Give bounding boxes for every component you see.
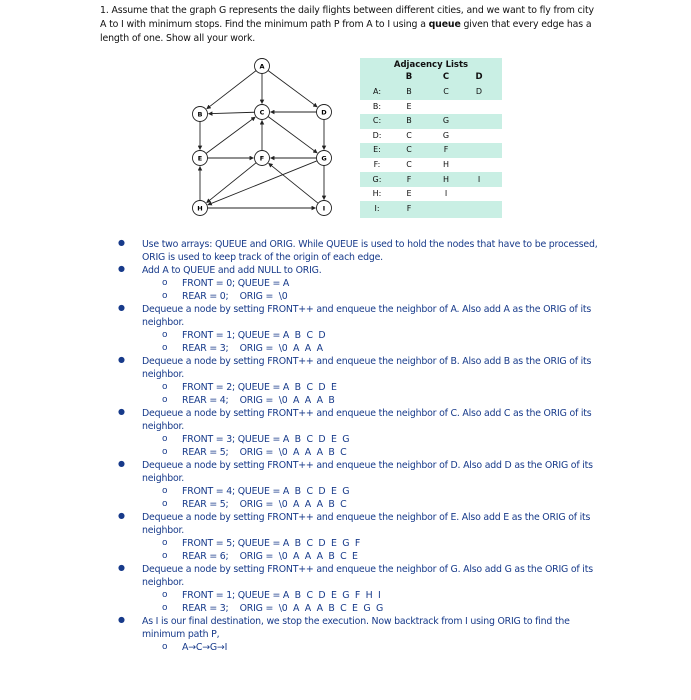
adjacency-row: [360, 129, 502, 143]
svg-text:F: F: [259, 154, 265, 163]
adjacency-row: [360, 202, 502, 216]
sub-bullet-icon: o: [162, 330, 168, 340]
step-sub-item: [118, 550, 598, 563]
flight-graph: [186, 52, 346, 220]
adjacency-node-label: H:: [372, 189, 382, 199]
step-sub-text: FRONT = 1; QUEUE = A B C D: [182, 330, 326, 341]
bullet-icon: ●: [118, 238, 125, 247]
graph-node-I: [317, 201, 332, 216]
bullet-icon: ●: [118, 563, 125, 572]
step-text: Dequeue a node by setting FRONT++ and enqueue the neighbor of B. Also add B as the ORIG of its neighbor.: [142, 356, 592, 380]
bullet-icon: ●: [118, 355, 125, 364]
graph-node-C: [255, 105, 270, 120]
edge-A-B: [207, 71, 256, 109]
sub-bullet-icon: o: [162, 395, 168, 405]
step-sub-item: [118, 277, 598, 290]
step-sub-item: [118, 342, 598, 355]
bullet-icon: ●: [118, 511, 125, 520]
step-sub-text: REAR = 6; ORIG = \0 A A A B C E: [182, 551, 358, 562]
adjacency-neighbor: B: [406, 116, 412, 126]
graph-node-B: [193, 107, 208, 122]
step-sub-item: [118, 394, 598, 407]
edge-A-D: [268, 70, 317, 106]
adjacency-node-label: C:: [372, 116, 382, 126]
step-sub-text: REAR = 0; ORIG = \0: [182, 291, 288, 302]
adjacency-neighbor: G: [442, 130, 450, 140]
step-item: [118, 407, 598, 433]
bullet-icon: ●: [118, 303, 125, 312]
step-item: [118, 511, 598, 537]
graph-node-G: [317, 151, 332, 166]
graph-node-E: [193, 151, 208, 166]
step-sub-text: REAR = 5; ORIG = \0 A A A B C: [182, 447, 347, 458]
question-text: [100, 4, 600, 46]
step-sub-text: REAR = 3; ORIG = \0 A A A B C E G G: [182, 603, 384, 614]
question-bold: queue: [428, 19, 461, 30]
graph-node-A: [255, 59, 270, 74]
step-text: Dequeue a node by setting FRONT++ and enqueue the neighbor of E. Also add E as the ORIG of its neighbor.: [142, 512, 591, 536]
adjacency-node-label: D:: [372, 130, 382, 140]
adjacency-header: D: [475, 72, 483, 82]
adjacency-node-label: E:: [373, 145, 381, 155]
adjacency-neighbor: I: [477, 174, 481, 184]
step-sub-item: [118, 602, 598, 615]
adjacency-neighbor: E: [406, 189, 412, 199]
step-text: Use two arrays: QUEUE and ORIG. While QUEUE is used to hold the nodes that have to be processed, ORIG is used to keep track of the origin of each edge.: [142, 239, 598, 263]
step-sub-item: [118, 498, 598, 511]
adjacency-neighbor: G: [442, 116, 450, 126]
sub-bullet-icon: o: [162, 343, 168, 353]
adjacency-node-label: I:: [374, 203, 380, 213]
step-item: [118, 615, 598, 641]
bullet-icon: ●: [118, 407, 125, 416]
sub-bullet-icon: o: [162, 642, 168, 652]
svg-text:A: A: [259, 62, 265, 71]
step-sub-item: [118, 329, 598, 342]
adjacency-node-label: A:: [372, 87, 382, 96]
adjacency-row: [360, 187, 502, 201]
adjacency-neighbor: H: [442, 174, 449, 184]
step-sub-item: [118, 537, 598, 550]
step-text: As I is our final destination, we stop the execution. Now backtrack from I using ORIG to find the minimum path P,: [142, 616, 570, 640]
sub-bullet-icon: o: [162, 499, 168, 509]
svg-text:E: E: [197, 154, 203, 163]
sub-bullet-icon: o: [162, 590, 168, 600]
step-sub-item: [118, 641, 598, 654]
step-sub-text: REAR = 4; ORIG = \0 A A A B: [182, 395, 335, 406]
sub-bullet-icon: o: [162, 551, 168, 561]
step-sub-text: FRONT = 4; QUEUE = A B C D E G: [182, 486, 350, 497]
adjacency-row: [360, 143, 502, 157]
sub-bullet-icon: o: [162, 538, 168, 548]
edge-F-H: [207, 163, 257, 203]
adjacency-neighbor: H: [442, 160, 449, 169]
adjacency-table: [360, 58, 502, 218]
bullet-icon: ●: [118, 615, 125, 624]
adjacency-row: [360, 85, 502, 99]
step-item: [118, 563, 598, 589]
sub-bullet-icon: o: [162, 291, 168, 301]
graph-node-H: [193, 201, 208, 216]
adjacency-header: B: [405, 72, 413, 82]
edge-G-H: [208, 161, 317, 205]
edge-C-G: [268, 116, 317, 152]
step-text: Dequeue a node by setting FRONT++ and enqueue the neighbor of D. Also add D as the ORIG of its neighbor.: [142, 460, 593, 484]
adjacency-node-label: G:: [372, 174, 382, 184]
svg-text:D: D: [321, 108, 327, 117]
adjacency-row: [360, 100, 502, 114]
sub-bullet-icon: o: [162, 486, 168, 496]
step-sub-text: REAR = 3; ORIG = \0 A A A: [182, 343, 323, 354]
svg-text:G: G: [321, 154, 327, 163]
step-text: Dequeue a node by setting FRONT++ and enqueue the neighbor of C. Also add C as the ORIG of its neighbor.: [142, 408, 592, 432]
step-sub-item: [118, 485, 598, 498]
svg-text:I: I: [322, 204, 326, 213]
question-part1: 1. Assume that the graph G represents the daily flights between different cities, and we want to fly from city A to I with minimum stops. Find the minimum path P from A to I using a: [100, 5, 594, 30]
step-sub-text: FRONT = 2; QUEUE = A B C D E: [182, 382, 337, 393]
step-sub-text: FRONT = 1; QUEUE = A B C D E G F H I: [182, 590, 381, 601]
adjacency-neighbor: B: [406, 87, 412, 96]
step-sub-text: REAR = 5; ORIG = \0 A A A B C: [182, 499, 347, 510]
adjacency-neighbor: E: [406, 101, 412, 111]
adjacency-row: [360, 158, 502, 172]
adjacency-neighbor: F: [406, 203, 412, 213]
step-sub-item: [118, 433, 598, 446]
sub-bullet-icon: o: [162, 603, 168, 613]
adjacency-row: [360, 114, 502, 128]
graph-node-F: [255, 151, 270, 166]
graph-node-D: [317, 105, 332, 120]
adjacency-neighbor: D: [475, 87, 483, 96]
svg-text:B: B: [197, 110, 203, 119]
adjacency-row: [360, 173, 502, 187]
step-text: Add A to QUEUE and add NULL to ORIG.: [142, 265, 322, 276]
question-part2: given that every edge has a length of one. Show all your work.: [100, 19, 592, 44]
step-item: [118, 355, 598, 381]
step-sub-item: [118, 381, 598, 394]
adjacency-neighbor: F: [406, 174, 412, 184]
edge-C-B: [208, 112, 254, 113]
step-item: [118, 303, 598, 329]
edge-E-C: [206, 117, 255, 153]
step-sub-item: [118, 589, 598, 602]
adjacency-header: C: [442, 72, 450, 82]
adjacency-neighbor: C: [443, 87, 449, 96]
solution-steps: [118, 238, 598, 654]
step-text: Dequeue a node by setting FRONT++ and enqueue the neighbor of A. Also add A as the ORIG of its neighbor.: [142, 304, 592, 328]
bullet-icon: ●: [118, 459, 125, 468]
adjacency-neighbor: C: [406, 130, 412, 140]
svg-text:C: C: [259, 108, 265, 117]
step-item: [118, 264, 598, 277]
adjacency-neighbor: F: [443, 145, 449, 155]
bullet-icon: ●: [118, 264, 125, 273]
adjacency-neighbor: C: [406, 160, 412, 169]
adjacency-neighbor: I: [444, 189, 448, 199]
step-text: Dequeue a node by setting FRONT++ and enqueue the neighbor of G. Also add G as the ORIG of its neighbor.: [142, 564, 593, 588]
sub-bullet-icon: o: [162, 447, 168, 457]
sub-bullet-icon: o: [162, 278, 168, 288]
sub-bullet-icon: o: [162, 434, 168, 444]
step-sub-text: FRONT = 0; QUEUE = A: [182, 278, 290, 289]
edge-I-F: [269, 163, 319, 203]
adjacency-node-label: B:: [372, 101, 382, 111]
step-item: [118, 238, 598, 264]
svg-text:H: H: [197, 204, 203, 213]
step-sub-item: [118, 290, 598, 303]
step-sub-text: FRONT = 5; QUEUE = A B C D E G F: [182, 538, 361, 549]
adjacency-node-label: F:: [373, 160, 381, 169]
step-sub-text: FRONT = 3; QUEUE = A B C D E G: [182, 434, 350, 445]
adjacency-neighbor: C: [406, 145, 412, 155]
sub-bullet-icon: o: [162, 382, 168, 392]
step-item: [118, 459, 598, 485]
step-sub-item: [118, 446, 598, 459]
step-sub-text: A→C→G→I: [182, 642, 228, 653]
adjacency-title: Adjacency Lists: [393, 60, 469, 70]
